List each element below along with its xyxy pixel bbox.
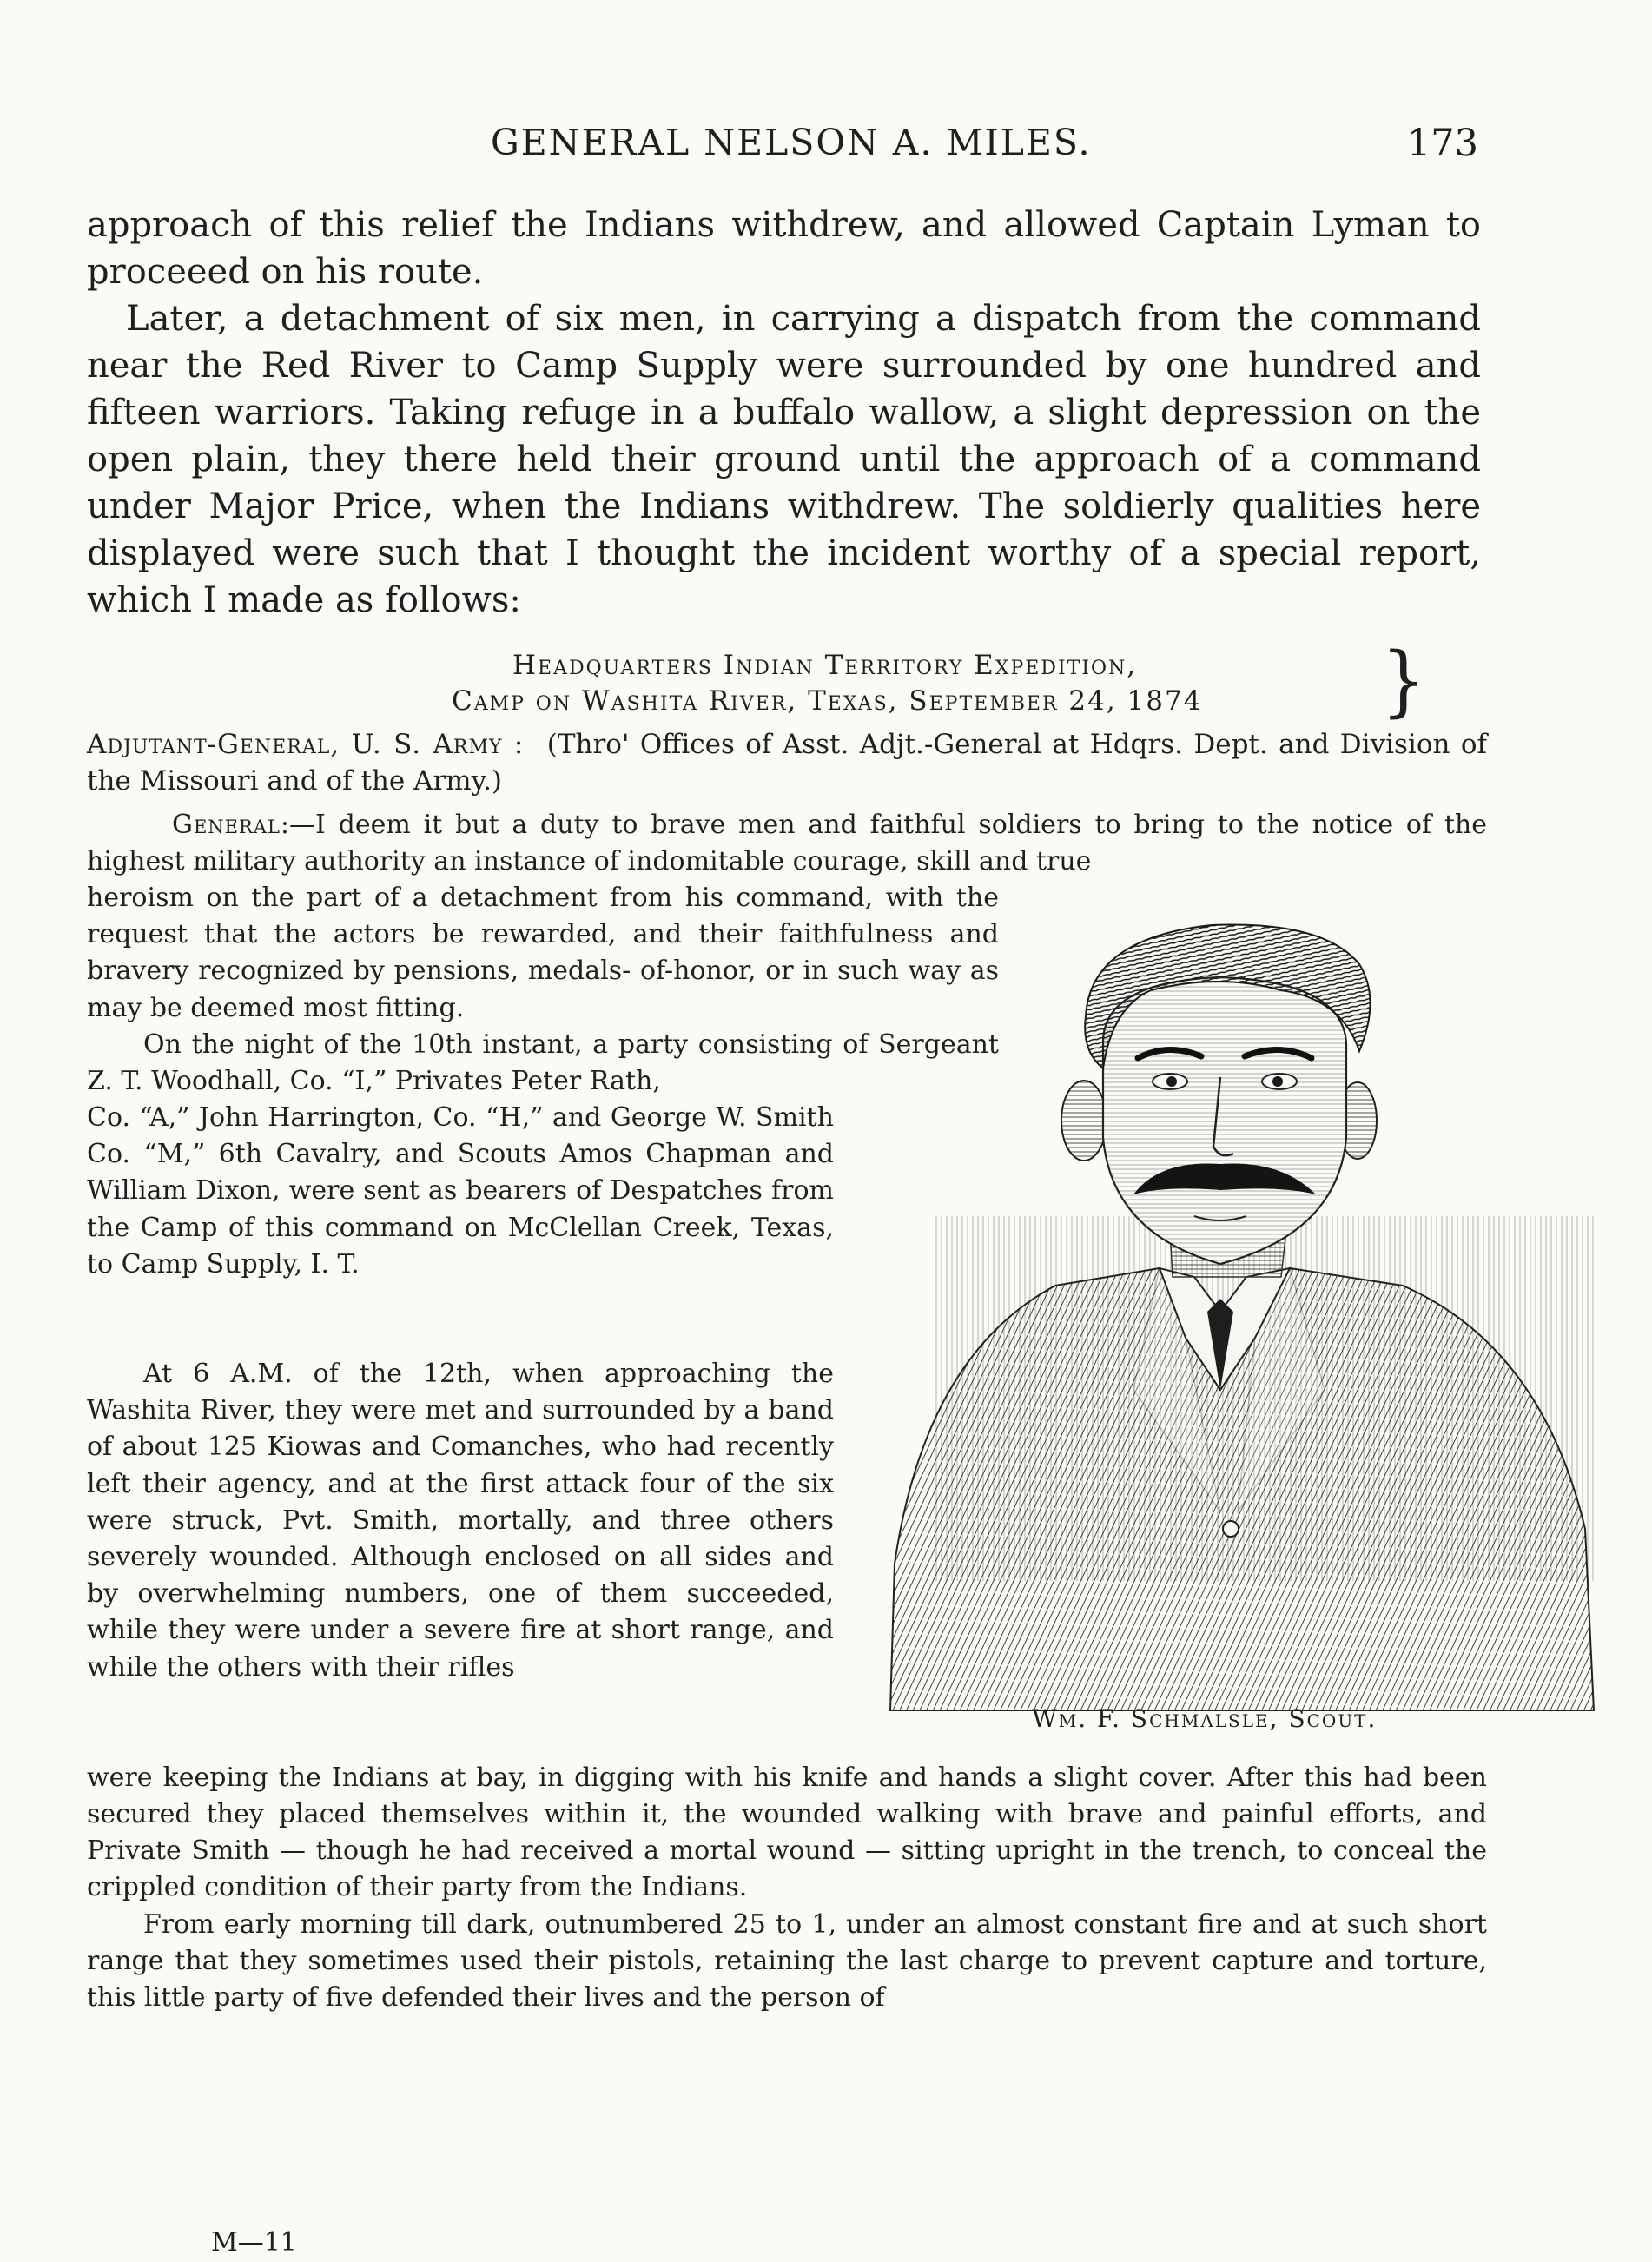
letter-paragraph: heroism on the part of a detachment from his command, with the request that the actors be rewarded, and their faithfulness and bravery recognized by pensions, medals- of-honor, or in such way as may be deemed most fitting.	[87, 883, 999, 1023]
portrait-engraving	[873, 903, 1620, 1711]
salutation-body: :—I deem it but a duty to brave men and faithful soldiers to bring to the notice of the highest military authority an instance of indomitable courage, skill and true	[87, 810, 1487, 876]
running-title: GENERAL NELSON A. MILES.	[491, 122, 1092, 163]
letter-paragraph: At 6 A.M. of the 12th, when approaching the Washita River, they were met and surrounded by a band of about 125 Kiowas and Comanches, who had recently left their agency, and at the first attack four of the six were struck, Pvt. Smith, mortally, and three others severely wounded. Although enclosed on all sides and by overwhelming numbers, one of them succeeded, while they were under a severe fire at short range, and while the others with their rifles	[87, 1359, 834, 1683]
salutation-paragraph	[87, 807, 1487, 880]
addressee-name: Adjutant-General, U. S. Army :	[87, 729, 525, 760]
lead-text	[87, 202, 1481, 624]
salutation: General	[172, 810, 281, 840]
lead-paragraph: approach of this relief the Indians withdrew, and allowed Captain Lyman to proceeed on his route.	[87, 205, 1481, 292]
portrait-caption: Wm. F. Schmalsle, Scout.	[1032, 1704, 1378, 1733]
addressee-rest: (Thro' Offices of Asst. Adjt.-General at Hdqrs. Dept. and Division of the Missouri and of the Army.)	[87, 729, 1487, 797]
page-number: 173	[1406, 122, 1478, 165]
brace-glyph: }	[1381, 637, 1427, 726]
letter-camp-line: Camp on Washita River, Texas, September 24, 1874	[452, 685, 1203, 717]
page-header	[0, 122, 1652, 174]
letter-paragraph: were keeping the Indians at bay, in digging with his knife and hands a slight cover. After this had been secured they placed themselves within it, the wounded walking with brave and painful efforts, and Private Smith — though he had received a mortal wound — sitting upright in the trench, to conceal the crippled condition of their party from the Indians.	[87, 1763, 1487, 1902]
letter-paragraph: From early morning till dark, outnumbered 25 to 1, under an almost constant fire and at such short range that they sometimes used their pistols, retaining the last charge to prevent capture and torture, this little party of five defended their lives and the person of	[87, 1909, 1487, 2013]
lead-paragraph: Later, a detachment of six men, in carrying a dispatch from the command near the Red River to Camp Supply were surrounded by one hundred and fifteen warriors. Taking refuge in a buffalo wallow, a slight depression on the open plain, they there held their ground until the approach of a command under Major Price, when the Indians withdrew. The soldierly qualities here displayed were such that I thought the incident worthy of a special report, which I made as follows:	[87, 299, 1481, 620]
letter-paragraph: On the night of the 10th instant, a party consisting of Sergeant Z. T. Woodhall, Co. “I,” Privates Peter Rath,	[87, 1029, 999, 1097]
signature-mark: M—11	[211, 2227, 297, 2258]
letter-addressee	[87, 726, 1487, 799]
letter-paragraph: Co. “A,” John Harrington, Co. “H,” and George W. Smith Co. “M,” 6th Cavalry, and Scouts Amos Chapman and William Dixon, were sent as bearers of Despatches from the Camp of this command on McClellan Creek, Texas, to Camp Supply, I. T.	[87, 1102, 834, 1280]
letter-headquarters-line: Headquarters Indian Territory Expedition,	[512, 650, 1138, 681]
